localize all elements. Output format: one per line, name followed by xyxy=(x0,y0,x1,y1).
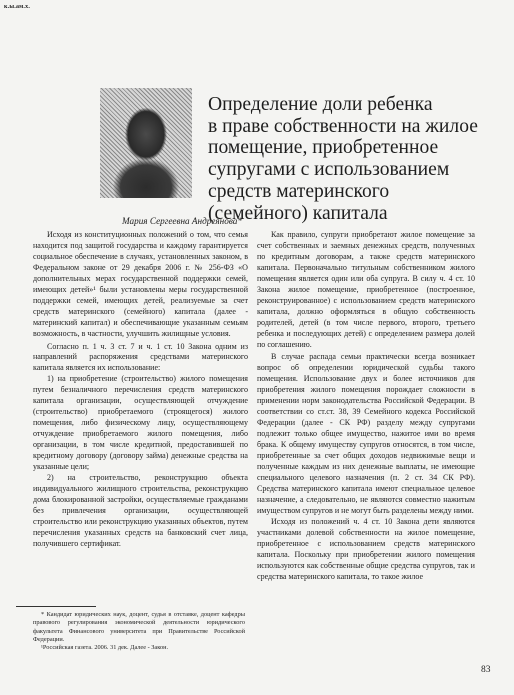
title-line: супругами с использованием xyxy=(208,159,450,181)
footnote: ¹Российская газета. 2006. 31 дек. Далее - Закон. xyxy=(41,644,169,652)
article-title xyxy=(208,94,498,224)
right-column xyxy=(257,230,475,583)
paragraph: В случае распада семьи практически всегда возникает вопрос об определении юридической судьбы такого помещения. Использование двух и более источников для приобретения жилого помещения порождает сложности в применении норм законодательства Российской Федерации. В соответствии со ст.ст. 38, 39 Семейного кодекса Российской Федерации (далее - СК РФ) разделу между супругами подлежит только общее имущество, нажитое ими во время брака. К общему имуществу супругов относятся, в том числе, приобретенные за счет общих доходов недвижимые вещи и полученные каждым из них денежные выплаты, не имеющие специального целевого назначения (п. 2 ст. 34 СК РФ). Средства материнского капитала имеют специальное целевое назначение, а следовательно, не являются совместно нажитым имуществом супругов и не могут быть разделены между ними. xyxy=(257,352,475,515)
title-line: средств материнского xyxy=(208,180,390,202)
paragraph: 1) на приобретение (строительство) жилого помещения путем безналичного перечисления средств материнского капитала организации, осуществляющей отчуждение (строительство) приобретаемого (строящегося) жилого помещения, либо физическому лицу, осуществляющему отчуждение приобретаемого жилого помещения, либо организации, в том числе кредитной, предоставившей по кредитному договору (договору займа) денежные средства на указанные цели; xyxy=(33,374,248,472)
title-line: помещение, приобретенное xyxy=(208,137,439,159)
title-line: Определение доли ребенка xyxy=(208,94,433,115)
author-photo xyxy=(100,88,192,198)
footnote-divider xyxy=(16,606,96,607)
author-name: Мария Сергеевна Андреянова* xyxy=(122,216,242,226)
paragraph: Исходя из конституционных положений о том, что семья находится под защитой государства и каждому гарантируется социальное обеспечение в случаях, установленных законом, в Федеральном законе от 29 декабря 2006 г. № 256-ФЗ «О дополнительных мерах государственной поддержки семей, имеющих детей»¹ были установлены меры государственной поддержки семей, имеющих детей, реализуемые за счет средств материнского (семейного) капитала (далее - материнский капитал) и обеспечивающие указанным семьям возможность, в частности, улучшить жилищные условия. xyxy=(33,230,248,338)
paragraph: Исходя из положений ч. 4 ст. 10 Закона дети являются участниками долевой собственности на жилое помещение, приобретенное с использованием средств материнского капитала. Поскольку при приобретении жилого помещения используются как собственные общие средства супругов, так и средства материнского капитала, то такое жилое xyxy=(257,516,475,581)
title-line: (семейного) капитала xyxy=(208,202,388,224)
title-line: в праве собственности на жилое xyxy=(208,115,478,137)
paragraph: Как правило, супруги приобретают жилое помещение за счет собственных и заемных денежных средств, полученных по кредитным договорам, а также средств материнского капитала. Первоначально титульным собственником жилого помещения является один или оба супруга. В силу ч. 4 ст. 10 Закона жилое помещение, приобретенное (построенное, реконструированное) с использованием средств материнского капитала, должно оформляться в общую собственность родителей, детей (в том числе первого, второго, третьего ребенка и последующих детей) с определением размера долей по соглашению. xyxy=(257,230,475,349)
page-number: 83 xyxy=(481,665,491,675)
running-head: к.ы.ам.х. xyxy=(4,4,31,10)
paragraph: 2) на строительство, реконструкцию объекта индивидуального жилищного строительства, реконструкцию дома блокированной застройки, осуществляемые гражданами без привлечения организации, осуществляющей строительство или реконструкцию указанных объектов, путем перечисления указанных средств на банковский счет лица, получившего сертификат. xyxy=(33,472,248,548)
left-column xyxy=(33,230,248,550)
footnotes xyxy=(33,611,245,652)
footnote: * Кандидат юридических наук, доцент, судья в отставке, доцент кафедры правового регулирования экономической деятельности юридического факультета Финансового университета при Правительстве Российской Федерации. xyxy=(33,611,245,643)
paragraph: Согласно п. 1 ч. 3 ст. 7 и ч. 1 ст. 10 Закона одним из направлений распоряжения средствами материнского капитала является их использование: xyxy=(33,341,248,373)
